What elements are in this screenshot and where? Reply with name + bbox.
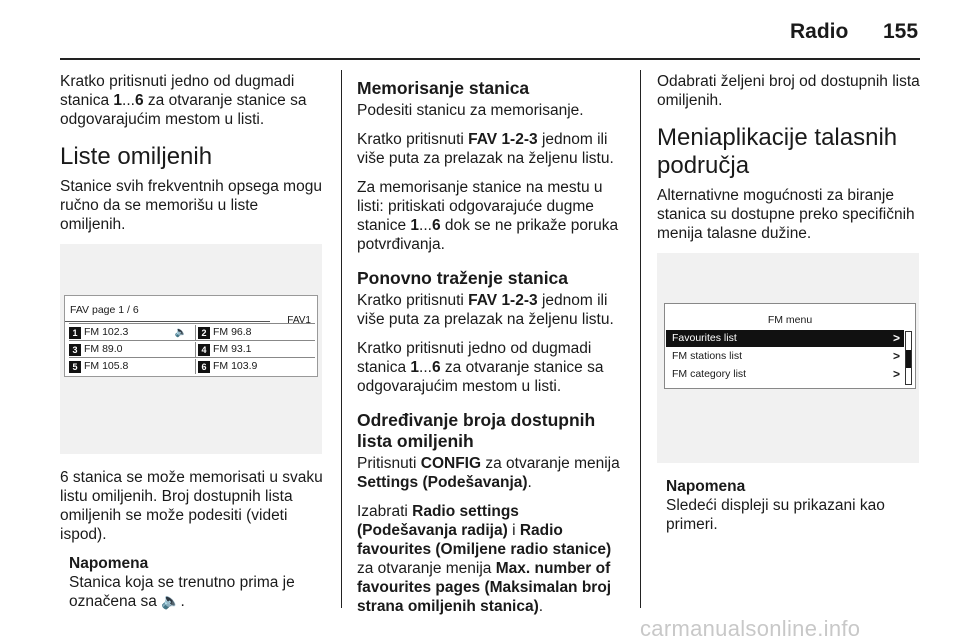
fav-row [69,340,315,357]
note-text: Stanica koja se trenutno prima je označena sa 🔈. [69,574,295,610]
column-1 [60,72,326,611]
menu-item-category: FM category list > [666,366,904,383]
fav-slot: 1 FM 102.3 🔈 [69,325,193,340]
fav-page-title: FAV page 1 / 6 [70,304,139,316]
speaker-icon: 🔈 [161,593,181,610]
heading-favourites: Liste omiljenih [60,143,213,170]
chevron-right-icon: > [892,349,900,363]
paragraph-retrieve-2: Kratko pritisnuti jedno od dugmadi stanica 1...6 za otvaranje stanice sa odgovarajućim mestom u listi. [357,340,604,395]
fav-tab: FAV1 [287,315,311,326]
page-number: 155 [883,20,919,43]
fav-slot: 2 FM 96.8 [195,325,315,340]
fav-screen-figure [60,244,322,454]
scrollbar-thumb [906,350,911,368]
fav-slot: 5 FM 105.8 [69,359,193,374]
heading-number-of-lists: Određivanje broja dostupnih lista omiljenih [357,410,596,451]
fm-menu-display [664,303,916,389]
column-3 [657,72,923,534]
fav-slot: 6 FM 103.9 [195,359,315,374]
paragraph-six-stations: 6 stanica se može memorisati u svaku listu omiljenih. Broj dostupnih lista omiljenih se može podesiti (videti ispod). [60,469,323,543]
paragraph-choose-number: Odabrati željeni broj od dostupnih lista omiljenih. [657,73,920,109]
fm-menu-figure [657,253,919,463]
column-divider-1 [341,70,342,608]
fav-display [64,295,318,377]
watermark: carmanualsonline.info [640,616,861,641]
heading-retrieve: Ponovno traženje stanica [357,268,569,288]
chevron-right-icon: > [892,367,900,381]
speaker-icon: 🔈 [174,327,187,338]
paragraph-favourites: Stanice svih frekventnih opsega mogu ručno da se memorišu u liste omiljenih. [60,178,322,233]
section-title: Radio [790,20,849,43]
paragraph-retrieve-1: Kratko pritisnuti FAV 1-2-3 jednom ili više puta za prelazak na željenu listu. [357,292,614,328]
menu-item-stations: FM stations list > [666,348,904,365]
fav-slot: 3 FM 89.0 [69,342,193,357]
paragraph-store-2: Kratko pritisnuti FAV 1-2-3 jednom ili više puta za prelazak na željenu listu. [357,131,614,167]
paragraph-config: Pritisnuti CONFIG za otvaranje menija Settings (Podešavanja). [357,455,620,491]
note-examples [666,477,923,534]
scrollbar [905,331,912,385]
page-header [0,0,960,62]
note-title: Napomena [666,478,746,495]
paragraph-store-1: Podesiti stanicu za memorisanje. [357,102,584,119]
fav-title-line [65,321,270,322]
paragraph-station-buttons: Kratko pritisnuti jedno od dugmadi stanica 1...6 za otvaranje stanice sa odgovarajućim mestom u listi. [60,73,307,128]
paragraph-select: Izabrati Radio settings (Podešavanja radija) i Radio favourites (Omiljene radio stanice) za otvaranje menija Max. number of favourites pages (Maksimalan broj strana omiljenih stanica). [357,503,612,615]
heading-waveband-menus: Meniaplikacije talasnih područja [657,124,898,179]
menu-item-favourites: Favourites list > [666,330,904,347]
fav-row [69,323,315,340]
paragraph-store-3: Za memorisanje stanice na mestu u listi: pritiskati odgovarajuće dugme stanice 1...6 dok se ne prikaže poruka potvrđivanja. [357,179,619,253]
header-rule [60,58,920,60]
column-2 [357,72,623,626]
note-current-station [69,554,326,611]
column-divider-2 [640,70,641,608]
chevron-right-icon: > [892,331,900,345]
fav-row [69,357,315,374]
note-title: Napomena [69,555,149,572]
paragraph-alternatives: Alternativne mogućnosti za biranje stanica su dostupne preko specifičnih menija talasne dužine. [657,187,915,242]
fm-menu-title: FM menu [767,314,813,326]
note-text: Sledeći displeji su prikazani kao primeri. [666,497,885,533]
fav-slot: 4 FM 93.1 [195,342,315,357]
heading-storing: Memorisanje stanica [357,78,530,98]
